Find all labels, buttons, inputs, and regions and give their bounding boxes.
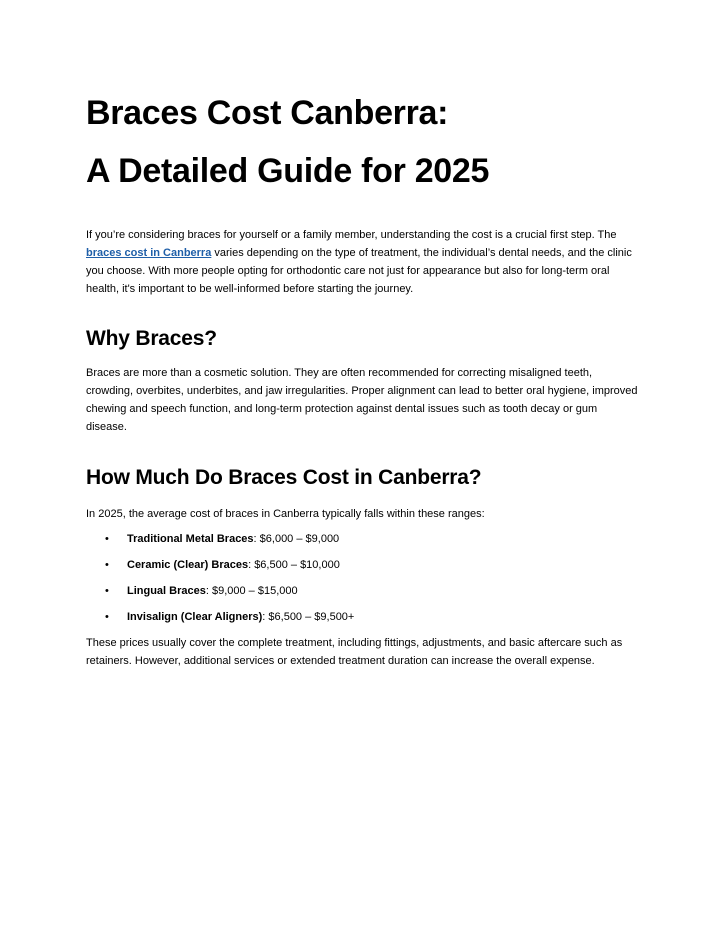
- price-list: [86, 530, 638, 626]
- page-title-line-1: Braces Cost Canberra:: [86, 94, 449, 132]
- treatment-name: Lingual Braces: [127, 585, 206, 597]
- bullet-icon: •: [105, 611, 109, 623]
- cost-lead-paragraph: In 2025, the average cost of braces in Canberra typically falls within these ranges:: [86, 508, 485, 520]
- list-item-invisalign: [86, 608, 638, 626]
- treatment-price: : $9,000 – $15,000: [205, 585, 298, 597]
- list-item-metal-braces: [86, 530, 638, 548]
- intro-text-end: varies depending on the type of treatment, the individual’s dental needs, and the clinic you choose. With more people opting for orthodontic care not just for appearance but also for long-term oral health, it's important to be well-informed before starting the journey.: [86, 247, 632, 295]
- treatment-name: Ceramic (Clear) Braces: [127, 559, 249, 571]
- list-item-lingual-braces: [86, 582, 638, 600]
- section-heading-why-braces: Why Braces?: [86, 327, 217, 350]
- document-page: [86, 0, 638, 670]
- treatment-name: Invisalign (Clear Aligners): [127, 611, 263, 623]
- braces-cost-link[interactable]: braces cost in Canberra: [86, 247, 212, 259]
- bullet-icon: •: [105, 533, 109, 545]
- page-title: [86, 84, 638, 200]
- bullet-icon: •: [105, 585, 109, 597]
- why-braces-paragraph: Braces are more than a cosmetic solution. They are often recommended for correcting misaligned teeth, crowding, overbites, underbites, and jaw irregularities. Proper alignment can lead to better oral hygiene, improved chewing and speech function, and long-term protection against dental issues such as tooth decay or gum disease.: [86, 367, 638, 433]
- treatment-price: : $6,500 – $9,500+: [262, 611, 355, 623]
- page-title-line-2: A Detailed Guide for 2025: [86, 152, 490, 190]
- intro-text-start: If you’re considering braces for yourself or a family member, understanding the cost is a crucial first step. The: [86, 229, 617, 241]
- intro-paragraph: [86, 226, 638, 298]
- cost-closing-paragraph: These prices usually cover the complete treatment, including fittings, adjustments, and basic aftercare such as retainers. However, additional services or extended treatment duration can increase the overall expense.: [86, 637, 623, 667]
- treatment-price: : $6,000 – $9,000: [253, 533, 340, 545]
- treatment-name: Traditional Metal Braces: [127, 533, 254, 545]
- bullet-icon: •: [105, 559, 109, 571]
- list-item-ceramic-braces: [86, 556, 638, 574]
- section-heading-cost: How Much Do Braces Cost in Canberra?: [86, 466, 482, 489]
- treatment-price: : $6,500 – $10,000: [248, 559, 340, 571]
